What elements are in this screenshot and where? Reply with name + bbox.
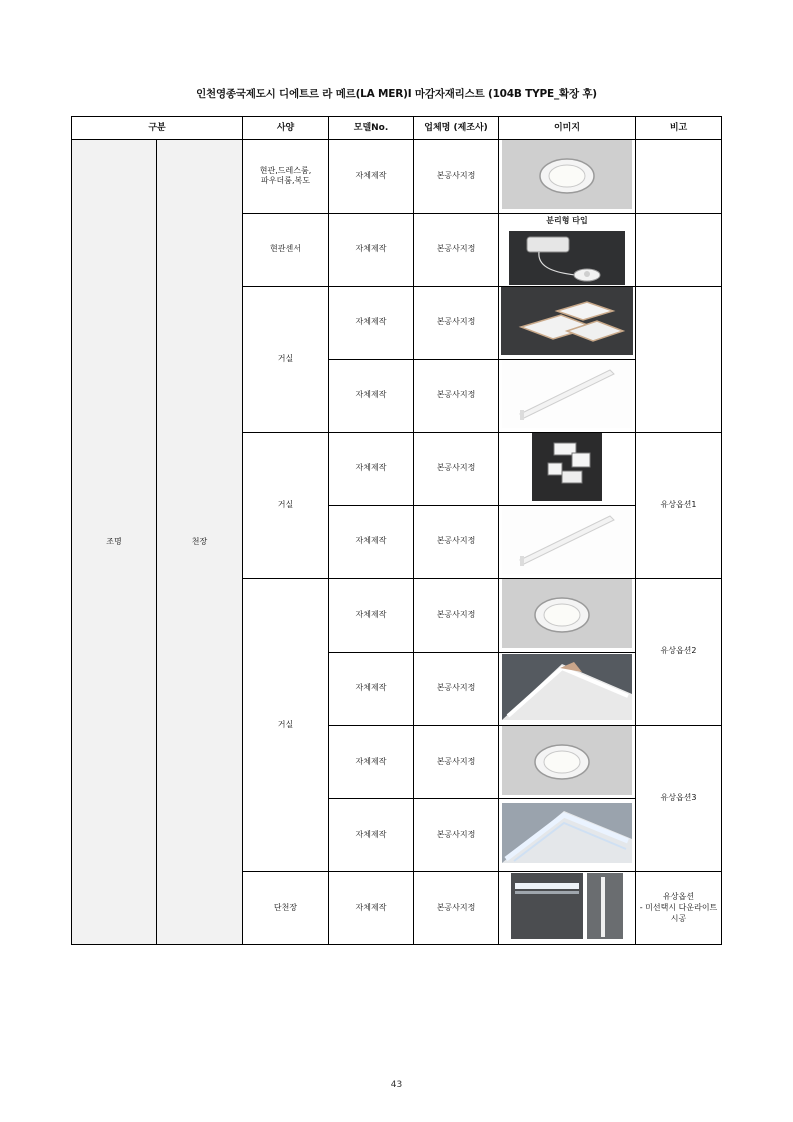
- manufacturer-cell: 본공사지정: [414, 872, 499, 945]
- panel-light-image: [501, 287, 633, 355]
- image-cell: [499, 286, 636, 359]
- image-cell: [499, 432, 636, 505]
- finish-material-table: [71, 116, 722, 945]
- model-cell: 자체제작: [329, 505, 414, 578]
- table-row: [72, 140, 722, 214]
- page-title: 인천영종국제도시 디에트르 라 메르(LA MER)Ⅰ 마감자재리스트 (104B TYPE_확장 후): [196, 88, 597, 100]
- image-cell: [499, 505, 636, 578]
- downlight-image: [502, 140, 632, 209]
- note-cell: [636, 286, 722, 432]
- note-cell: 유상옵션3: [636, 725, 722, 872]
- dark-fixture-image: [532, 433, 602, 501]
- manufacturer-cell: 본공사지정: [414, 286, 499, 359]
- manufacturer-cell: 본공사지정: [414, 213, 499, 286]
- header-spec: 사양: [243, 117, 329, 140]
- manufacturer-cell: 본공사지정: [414, 432, 499, 505]
- ceiling-corner-image: [502, 654, 632, 720]
- image-caption: 분리형 타입: [546, 215, 588, 225]
- sensor-image: [509, 215, 625, 285]
- model-cell: 자체제작: [329, 725, 414, 799]
- downlight-image: [502, 579, 632, 648]
- header-model: 모델No.: [329, 117, 414, 140]
- category-sub: 천장: [157, 140, 243, 945]
- note-cell: [636, 213, 722, 286]
- category-main: 조명: [72, 140, 157, 945]
- sensor-illustration: [509, 231, 625, 285]
- image-cell: [499, 725, 636, 799]
- model-cell: 자체제작: [329, 799, 414, 872]
- linear-bar-image: [502, 506, 632, 574]
- image-cell: [499, 140, 636, 214]
- manufacturer-cell: 본공사지정: [414, 799, 499, 872]
- header-note: 비고: [636, 117, 722, 140]
- manufacturer-cell: 본공사지정: [414, 505, 499, 578]
- header-category: 구분: [72, 117, 243, 140]
- header-manufacturer: 업체명 (제조사): [414, 117, 499, 140]
- model-cell: 자체제작: [329, 140, 414, 214]
- spec-cell: 거실: [243, 432, 329, 578]
- spec-cell: 거실: [243, 578, 329, 872]
- table-header-row: [72, 117, 722, 140]
- header-image: 이미지: [499, 117, 636, 140]
- note-cell: 유상옵션 - 미선택시 다운라이트 시공: [636, 872, 722, 945]
- manufacturer-cell: 본공사지정: [414, 652, 499, 725]
- page-number: 43: [390, 1080, 403, 1090]
- manufacturer-cell: 본공사지정: [414, 140, 499, 214]
- ceiling-corner-blue-image: [502, 803, 632, 863]
- image-cell: [499, 359, 636, 432]
- linear-bar-image: [502, 360, 632, 428]
- manufacturer-cell: 본공사지정: [414, 725, 499, 799]
- image-cell: [499, 799, 636, 872]
- cove-light-image: [511, 873, 623, 939]
- note-cell: 유상옵션1: [636, 432, 722, 578]
- model-cell: 자체제작: [329, 359, 414, 432]
- manufacturer-cell: 본공사지정: [414, 359, 499, 432]
- spec-cell: 거실: [243, 286, 329, 432]
- spec-cell: 현관,드레스룸, 파우더룸,복도: [243, 140, 329, 214]
- model-cell: 자체제작: [329, 432, 414, 505]
- spec-cell: 단천장: [243, 872, 329, 945]
- image-cell: [499, 872, 636, 945]
- model-cell: 자체제작: [329, 213, 414, 286]
- downlight-image: [502, 726, 632, 795]
- model-cell: 자체제작: [329, 652, 414, 725]
- manufacturer-cell: 본공사지정: [414, 578, 499, 652]
- image-cell: [499, 578, 636, 652]
- note-cell: 유상옵션2: [636, 578, 722, 725]
- model-cell: 자체제작: [329, 286, 414, 359]
- image-cell: [499, 213, 636, 286]
- spec-cell: 현관센서: [243, 213, 329, 286]
- note-cell: [636, 140, 722, 214]
- image-cell: [499, 652, 636, 725]
- model-cell: 자체제작: [329, 578, 414, 652]
- model-cell: 자체제작: [329, 872, 414, 945]
